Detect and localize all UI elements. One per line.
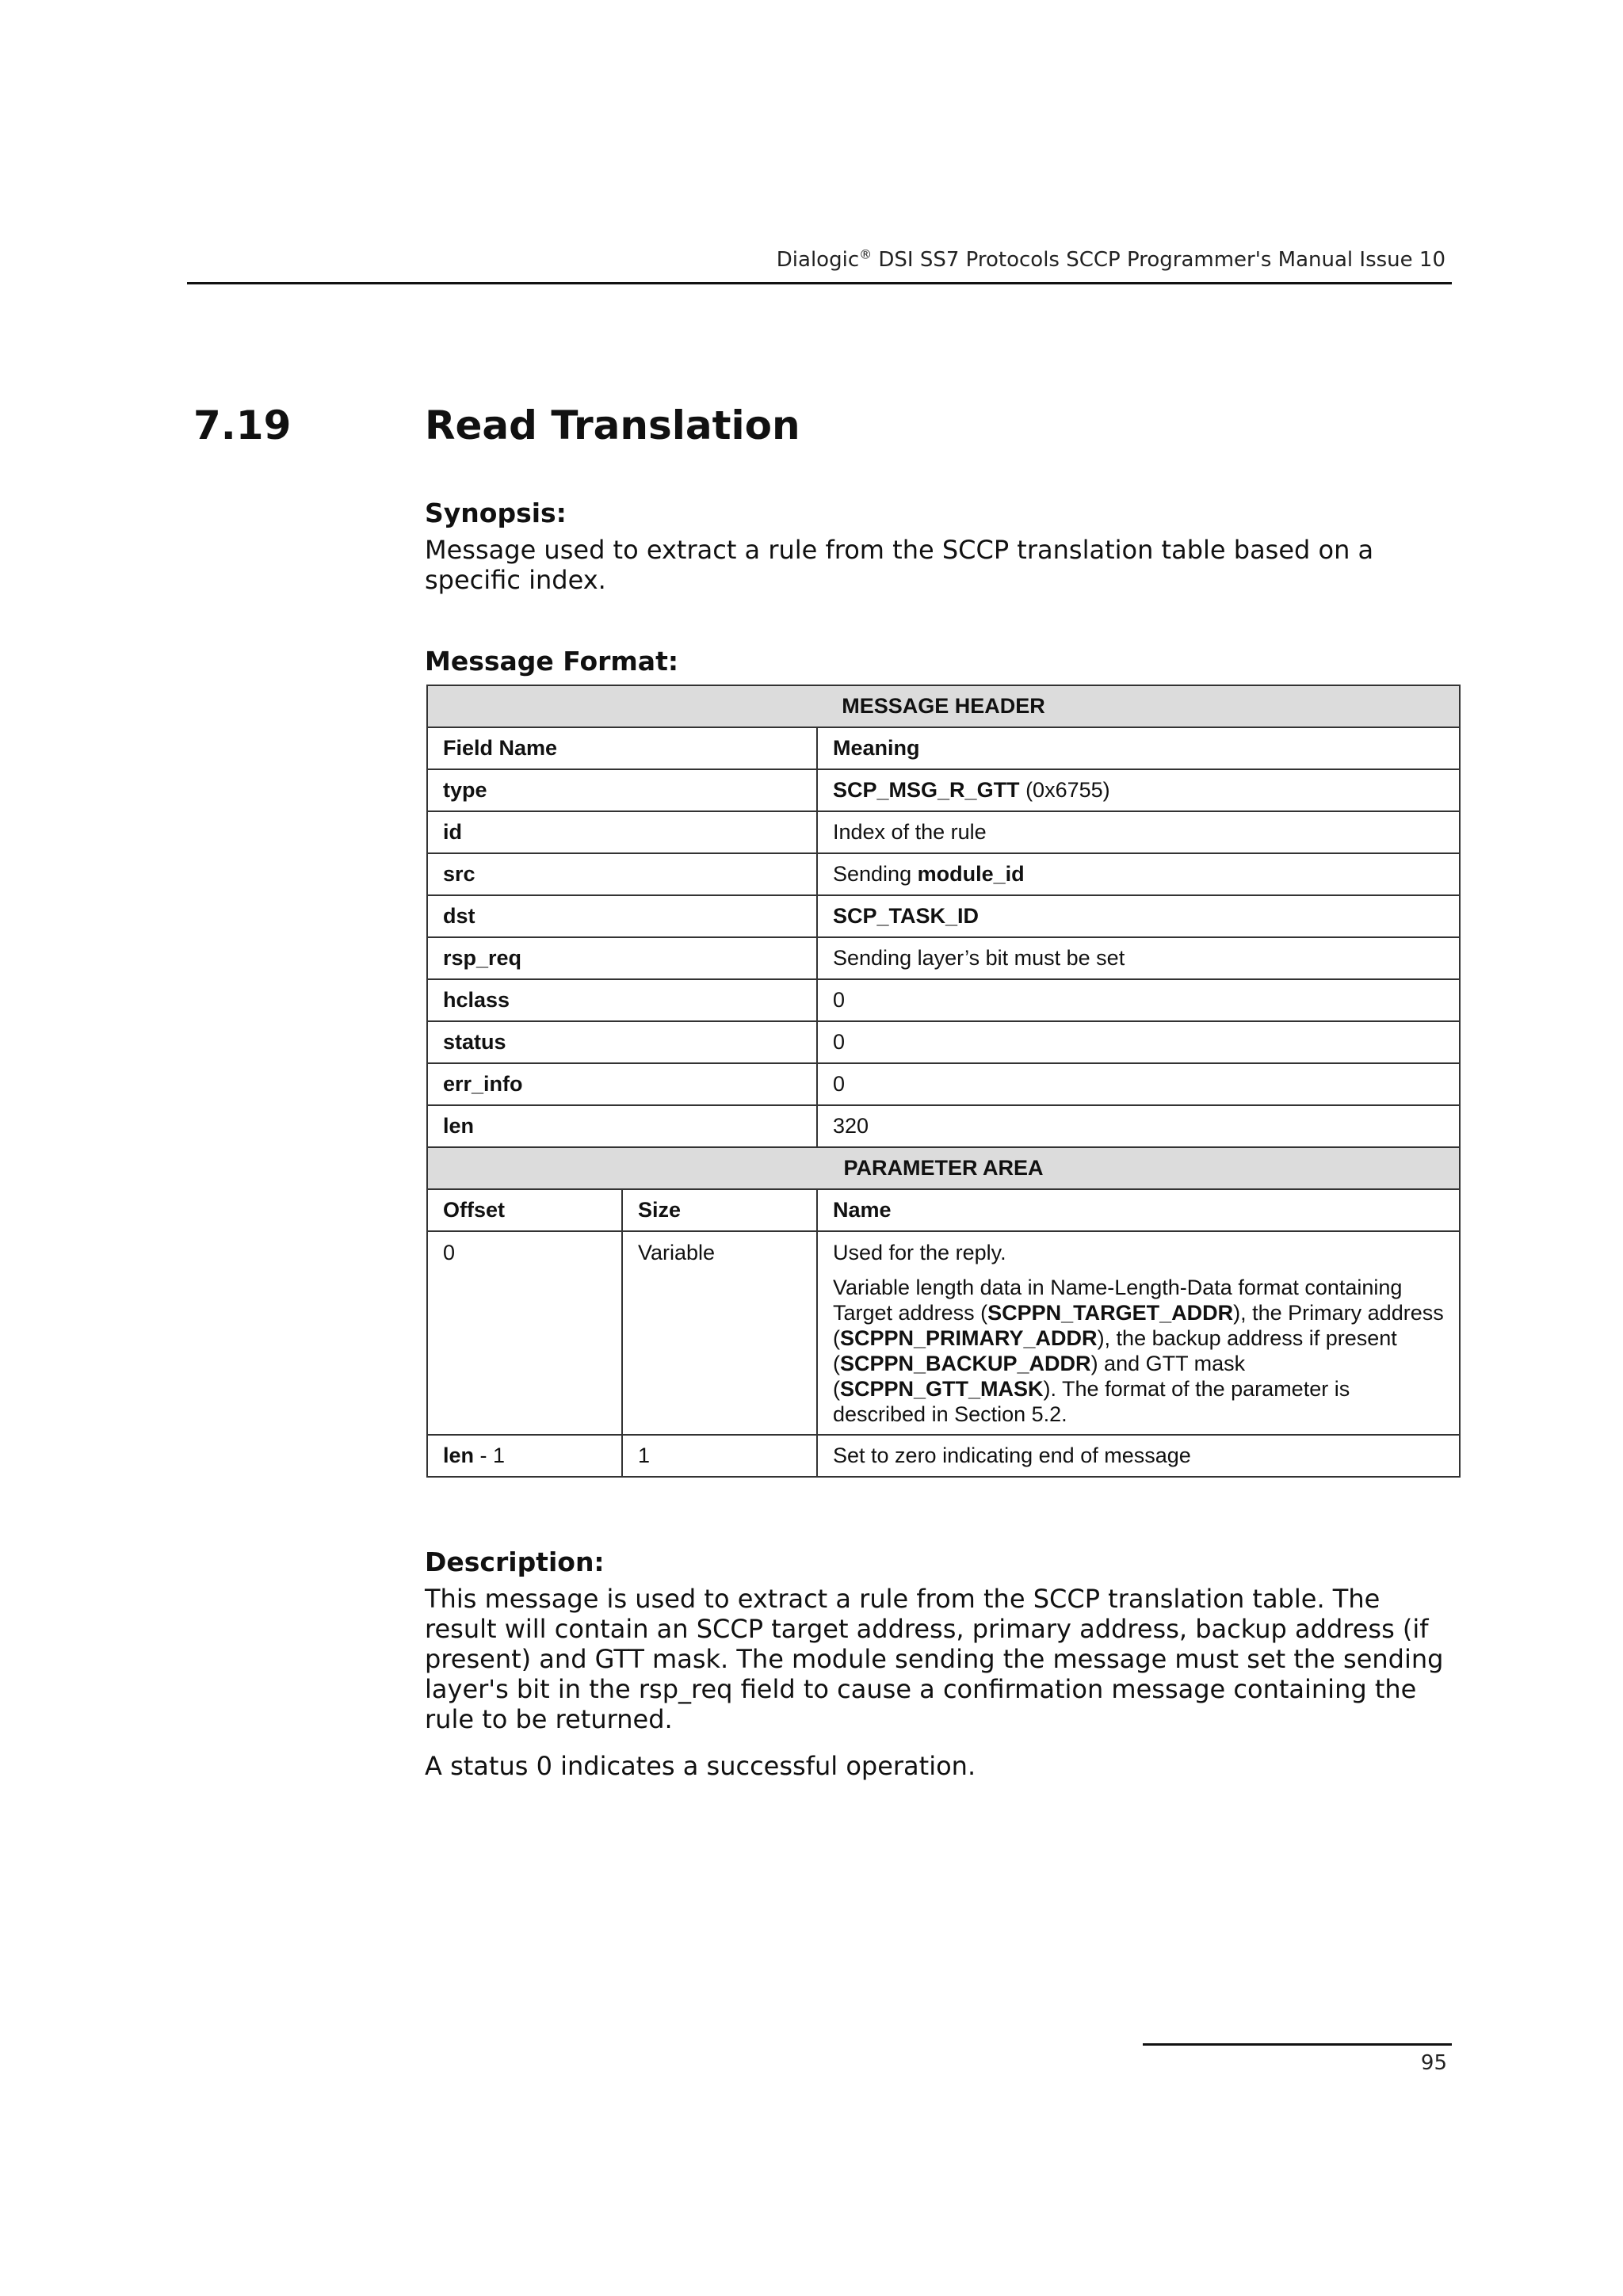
name-cell-line-1: Used for the reply.	[833, 1241, 1006, 1264]
description-line-1: This message is used to extract a rule from the SCCP translation table. The	[425, 1584, 1381, 1614]
table-row	[427, 1231, 1460, 1435]
description-heading: Description:	[425, 1547, 605, 1577]
meaning-cell: 0	[817, 1021, 1460, 1063]
meaning-cell: 320	[817, 1105, 1460, 1147]
name-cell	[817, 1231, 1460, 1435]
param-constant: SCPPN_TARGET_ADDR	[987, 1301, 1234, 1325]
field-name-cell: rsp_req	[427, 937, 817, 979]
column-header-field-name: Field Name	[427, 727, 817, 769]
offset-rest: - 1	[474, 1444, 506, 1467]
header-brand: Dialogic	[776, 248, 860, 272]
table-row	[427, 1105, 1460, 1147]
synopsis-line-1: Message used to extract a rule from the SCCP translation table based on a	[425, 535, 1374, 565]
table-row	[427, 937, 1460, 979]
description-block	[425, 1547, 1455, 1781]
column-header-meaning: Meaning	[817, 727, 1460, 769]
description-line-5: rule to be returned.	[425, 1704, 673, 1734]
table-row	[427, 1021, 1460, 1063]
message-type-code: (0x6755)	[1019, 778, 1110, 802]
size-cell: 1	[622, 1435, 817, 1477]
table-row	[427, 1063, 1460, 1105]
desc-text: ), the backup address if present (	[833, 1326, 1397, 1375]
meaning-cell: SCP_TASK_ID	[817, 895, 1460, 937]
page-number: 95	[1420, 2051, 1447, 2075]
message-header-band: MESSAGE HEADER	[427, 685, 1460, 727]
meaning-cell: 0	[817, 979, 1460, 1021]
meaning-cell	[817, 769, 1460, 811]
name-cell-description	[833, 1275, 1444, 1427]
field-name-cell: len	[427, 1105, 817, 1147]
param-constant: SCPPN_PRIMARY_ADDR	[840, 1326, 1098, 1350]
field-name-cell: src	[427, 853, 817, 895]
table-band-row	[427, 1147, 1460, 1189]
field-name-cell: id	[427, 811, 817, 853]
desc-text: ) and GTT mask (	[833, 1352, 1246, 1401]
column-header-offset: Offset	[427, 1189, 622, 1231]
meaning-cell	[817, 853, 1460, 895]
meaning-cell: Index of the rule	[817, 811, 1460, 853]
field-name-cell: err_info	[427, 1063, 817, 1105]
running-header	[777, 248, 1445, 272]
description-status-line: A status 0 indicates a successful operation.	[425, 1751, 976, 1781]
footer-divider	[1143, 2043, 1452, 2046]
offset-bold: len	[443, 1444, 475, 1467]
synopsis-line-2: specific index.	[425, 565, 606, 595]
meaning-bold: module_id	[917, 862, 1025, 886]
message-type-constant: SCP_MSG_R_GTT	[833, 778, 1020, 802]
column-header-name: Name	[817, 1189, 1460, 1231]
table-header-row	[427, 727, 1460, 769]
desc-text: ). The format of the parameter is described in Section 5.2.	[833, 1377, 1350, 1426]
field-name-cell: dst	[427, 895, 817, 937]
message-format-table	[426, 685, 1461, 1478]
synopsis-block	[425, 498, 1455, 595]
param-constant: SCPPN_GTT_MASK	[840, 1377, 1044, 1401]
param-constant: SCPPN_BACKUP_ADDR	[840, 1352, 1091, 1375]
parameter-area-band: PARAMETER AREA	[427, 1147, 1460, 1189]
column-header-size: Size	[622, 1189, 817, 1231]
offset-cell: 0	[427, 1231, 622, 1435]
header-divider	[187, 282, 1452, 284]
table-row	[427, 895, 1460, 937]
field-name-cell: status	[427, 1021, 817, 1063]
table-header-row	[427, 1189, 1460, 1231]
table-row	[427, 1435, 1460, 1477]
section-title: Read Translation	[425, 402, 800, 448]
synopsis-heading: Synopsis:	[425, 498, 567, 528]
desc-text: Variable length data in Name-Length-Data format containing Target address (	[833, 1276, 1403, 1325]
table-band-row	[427, 685, 1460, 727]
meaning-prefix: Sending	[833, 862, 918, 886]
table-row	[427, 811, 1460, 853]
meaning-cell: 0	[817, 1063, 1460, 1105]
meaning-cell: Sending layer’s bit must be set	[817, 937, 1460, 979]
description-line-4: layer's bit in the rsp_req field to cause a confirmation message containing the	[425, 1674, 1417, 1704]
description-line-3: present) and GTT mask. The module sending the message must set the sending	[425, 1644, 1444, 1674]
header-title: DSI SS7 Protocols SCCP Programmer's Manual Issue 10	[872, 248, 1445, 272]
registered-mark: ®	[859, 246, 873, 262]
description-line-2: result will contain an SCCP target address, primary address, backup address (if	[425, 1614, 1429, 1644]
desc-text: ), the Primary address (	[833, 1301, 1444, 1350]
size-cell: Variable	[622, 1231, 817, 1435]
field-name-cell: hclass	[427, 979, 817, 1021]
table-row	[427, 979, 1460, 1021]
section-number: 7.19	[193, 402, 292, 448]
name-cell: Set to zero indicating end of message	[817, 1435, 1460, 1477]
table-row	[427, 853, 1460, 895]
field-name-cell: type	[427, 769, 817, 811]
offset-cell	[427, 1435, 622, 1477]
table-row	[427, 769, 1460, 811]
message-format-heading: Message Format:	[425, 646, 679, 677]
